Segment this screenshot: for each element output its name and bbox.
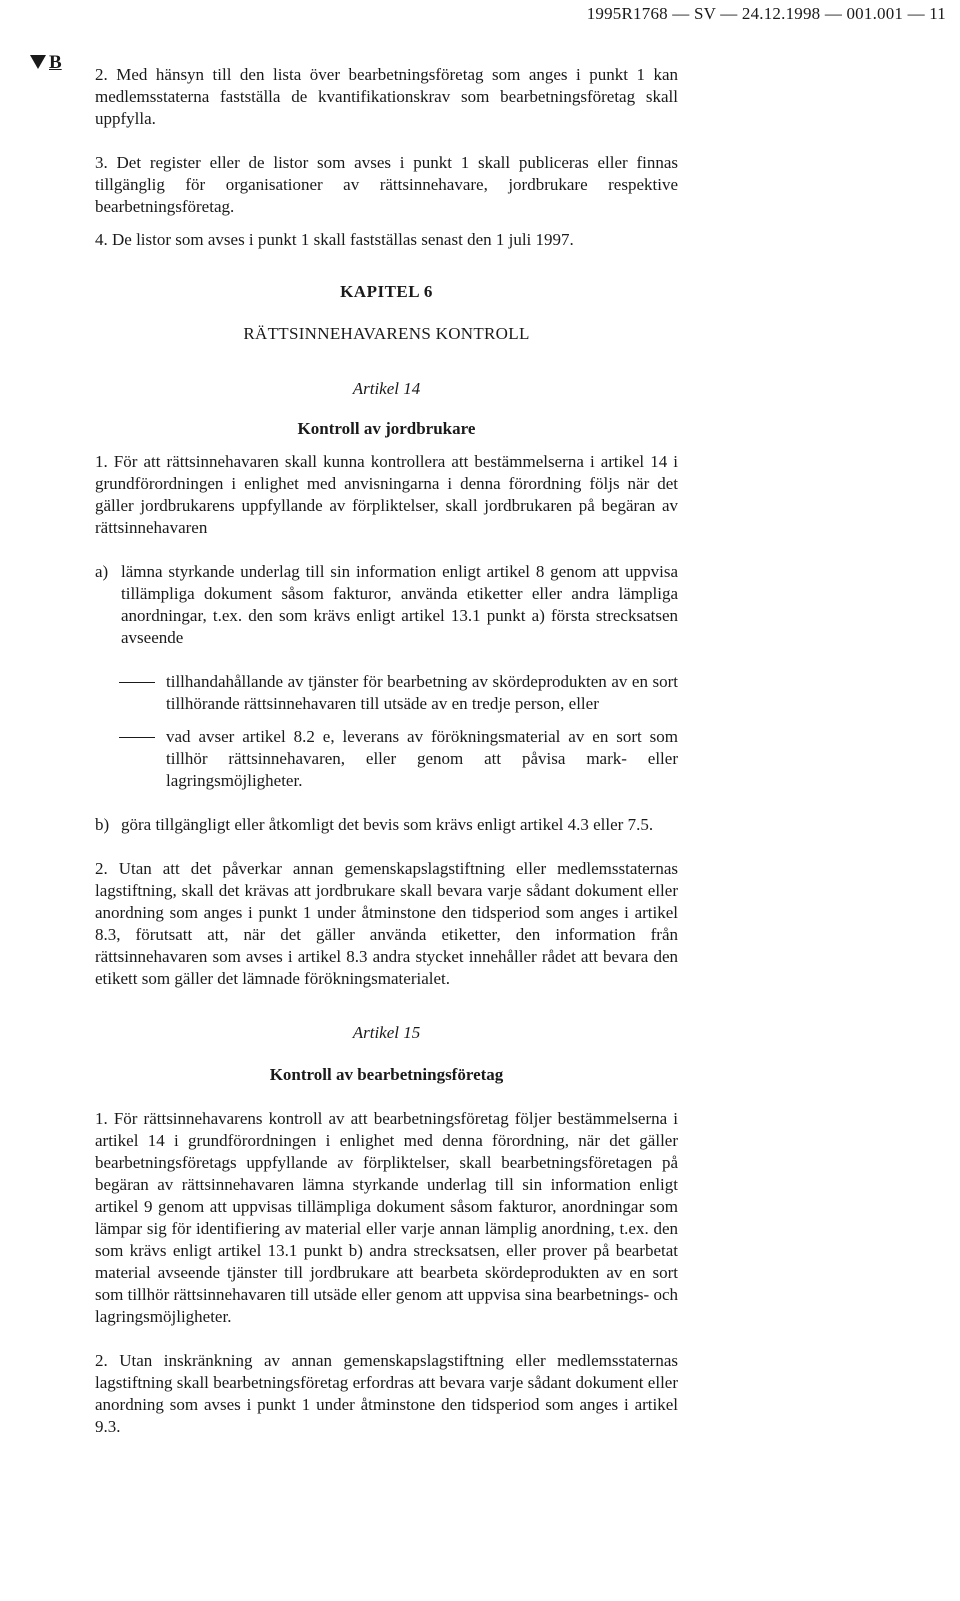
amendment-marker-label: B (49, 52, 62, 73)
item-b-text: göra tillgängligt eller åtkomligt det bevis som krävs enligt artikel 4.3 eller 7.5. (121, 815, 654, 834)
article-15-paragraph-1: 1. För rättsinnehavarens kontroll av att bearbetningsföretag följer bestämmelserna i artikel 14 i grundförordningen i enlighet med denna förordning, när det gäller bearbetningsföretags uppfyllande av förpliktelser, skall bearbetningsföretagen på begäran av rättsinnehavaren lämna styrkande underlag till sin information enligt artikel 9 genom att uppvisas tillämpliga dokument såsom fakturor, anordningar som lämpar sig för identifiering av material eller varje annan lämplig anordning, t.ex. den som krävs enligt artikel 13.1 punkt b) andra strecksatsen, eller prover på bearbetat material avseende tjänster till jordbrukare att bearbeta skördeprodukten av en sort som tillhör rättsinnehavaren till utsäde eller genom att uppvisa sina bearbetnings- och lagringsmöjligheter. (95, 1109, 678, 1326)
item-a-label: a) (95, 562, 109, 581)
paragraph-4: 4. De listor som avses i punkt 1 skall fastställas senast den 1 juli 1997. (95, 230, 574, 249)
triangle-down-icon (30, 55, 46, 69)
paragraph-3: 3. Det register eller de listor som avses i punkt 1 skall publiceras eller finnas tillgänglig för organisationer av rättsinnehavare, jordbrukare respektive bearbetningsföretag. (95, 153, 678, 216)
item-a-text: lämna styrkande underlag till sin information enligt artikel 8 genom att uppvisa tillämpliga dokument såsom fakturor, använda etiketter eller andra lämpliga anordningar, t.ex. den som krävs enligt artikel 13.1 punkt a) första strecksatsen avseende (121, 562, 678, 647)
dash-marker (119, 671, 166, 715)
article-14-title: Artikel 14 (352, 379, 421, 398)
article-14-paragraph-1: 1. För att rättsinnehavaren skall kunna kontrollera att bestämmelserna i artikel 14 i grundförordningen i enlighet med anvisningarna i denna förordning följs när det gäller jordbrukarens uppfyllande av förpliktelser, skall jordbrukaren på begäran av rättsinnehavaren (95, 452, 678, 537)
indent-dash-1 (119, 671, 678, 715)
paragraph-2: 2. Med hänsyn till den lista över bearbetningsföretag som anges i punkt 1 kan medlemsstaterna fastställa de kvantifikationskrav som bearbetningsföretag skall uppfylla. (95, 65, 678, 128)
indent-dash-2 (119, 726, 678, 792)
document-header: 1995R1768 — SV — 24.12.1998 — 001.001 — 11 (586, 4, 946, 23)
article-14-subtitle: Kontroll av jordbrukare (297, 419, 476, 438)
chapter-number: KAPITEL 6 (340, 282, 433, 301)
article-14-paragraph-2: 2. Utan att det påverkar annan gemenskapslagstiftning eller medlemsstaternas lagstiftning, skall det krävas att jordbrukare skall bevara varje sådant dokument eller anordning som anges i punkt 1 under åtminstone den tidsperiod som anges i artikel 8.3, förutsatt att, när det gäller använda etiketter, den information från rättsinnehavaren som avses i artikel 8.3 andra stycket innehåller rådet att bevara den etikett som gäller det lämnade förökningsmaterialet. (95, 859, 678, 988)
dash-marker (119, 726, 166, 792)
article-14-item-a (95, 561, 678, 649)
item-b-label: b) (95, 815, 110, 834)
article-15-subtitle: Kontroll av bearbetningsföretag (269, 1065, 504, 1084)
indent-dash-1-text: tillhandahållande av tjänster för bearbetning av skördeprodukten av en sort tillhörande rättsinnehavaren till utsäde av en tredje person, eller (166, 672, 678, 713)
article-14-item-b (95, 814, 678, 836)
amendment-marker[interactable] (30, 52, 62, 74)
article-15-title: Artikel 15 (352, 1023, 421, 1042)
document-body (95, 64, 678, 1438)
indent-dash-2-text: vad avser artikel 8.2 e, leverans av förökningsmaterial av en sort som tillhör rättsinnehavaren, eller genom att påvisa mark- eller lagringsmöjligheter. (166, 727, 678, 790)
article-15-paragraph-2: 2. Utan inskränkning av annan gemenskapslagstiftning eller medlemsstaternas lagstiftning skall bearbetningsföretag erfordras att bevara varje sådant dokument eller anordning som avses i punkt 1 under åtminstone den tidsperiod som anges i artikel 9.3. (95, 1351, 678, 1436)
chapter-title: RÄTTSINNEHAVARENS KONTROLL (243, 324, 530, 343)
